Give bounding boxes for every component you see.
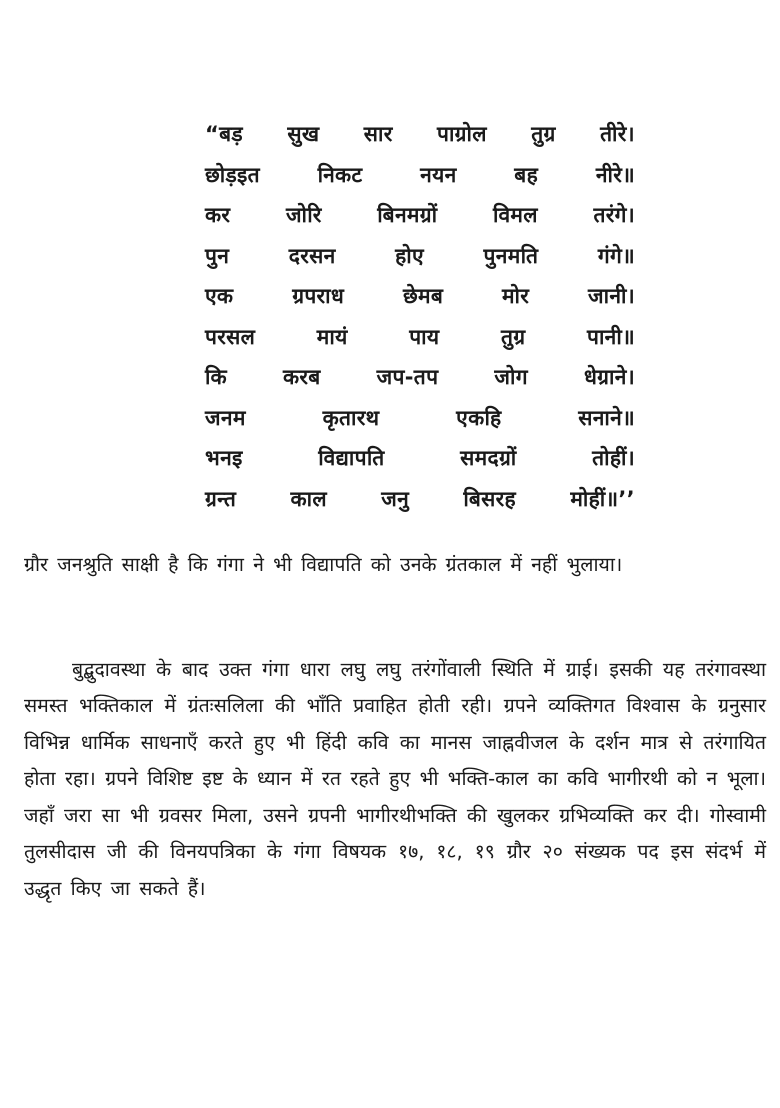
verse-line [205,363,635,404]
verse-word: पुन [205,243,230,268]
verse-line [205,444,635,485]
verse-word: बह [514,162,539,187]
verse-word: गंगे॥ [597,243,635,268]
verse-word: धेग्राने। [583,365,635,389]
verse-word: जनु [381,486,410,511]
verse-word: नयन [420,162,457,187]
verse-word: काल [290,486,327,511]
verse-word: ग्रपराध [292,284,345,308]
verse-word: जनम [205,405,246,430]
verse-word: सनाने॥ [578,405,635,430]
verse-word: नीरे॥ [595,162,635,187]
verse-word: जप-तप [376,365,439,389]
verse-word: मोर [501,284,530,308]
verse-line [205,323,635,364]
verse-word: जोरि [285,203,322,227]
verse-line [205,161,635,202]
verse-word: तोहीं। [592,446,635,470]
verse-word: दरसन [288,243,336,268]
verse-word: मोहीं॥’’ [570,486,635,511]
verse-word: तुग्र [531,122,556,146]
verse-line [205,404,635,445]
verse-word: पुनमति [483,243,539,268]
verse-word: पानी॥ [587,324,635,349]
verse-word: कृतारथ [322,405,380,430]
verse-line [205,485,635,526]
verse-word: छेमब [402,284,444,308]
verse-word: ग्रन्त [205,486,237,511]
verse-word: विमल [493,203,538,227]
verse-word: तरंगे। [593,203,635,227]
verse-word: सुख [287,122,320,146]
verse-word: भनइ [205,446,243,470]
verse-word: एक [205,284,234,308]
verse-word: पाय [409,324,440,349]
verse-line [205,242,635,283]
verse-word: सार [363,122,393,146]
paragraph-bhakti-era: बुद्बुदावस्था के बाद उक्त गंगा धारा लघु लघु तरंगोंवाली स्थिति में ग्राई। इसकी यह तरंगावस्था समस्त भक्तिकाल में ग्रंतःसलिला की भाँति प्रवाहित होती रही। ग्रपने व्यक्तिगत विश्वास के ग्रनुसार विभिन्न धार्मिक साधनाएँ करते हुए भी हिंदी कवि का मानस जाह्नवीजल के दर्शन मात्र से तरंगायित होता रहा। ग्रपने विशिष्ट इष्ट के ध्यान में रत रहते हुए भी भक्ति-काल का कवि भागीरथी को न भूला। जहाँ जरा सा भी ग्रवसर मिला, उसने ग्रपनी भागीरथीभक्ति की खुलकर ग्रभिव्यक्ति कर दी। गोस्वामी तुलसीदास जी की विनयपत्रिका के गंगा विषयक १७, १८, १९ ग्रौर २० संख्यक पद इस संदर्भ में उद्धृत किए जा सकते हैं। [24,657,766,900]
verse-word: “बड़ [205,122,243,146]
verse-word: जोग [494,365,528,389]
verse-word: एकहि [456,405,502,430]
verse-word: विद्यापति [318,446,385,470]
verse-word: कि [205,365,227,389]
verse-word: निकट [317,162,363,187]
verse-word: बिसरह [463,486,516,511]
verse-word: मायं [316,324,348,349]
verse-word: परसल [205,324,256,349]
paragraph-folk-tradition: ग्रौर जनश्रुति साक्षी है कि गंगा ने भी विद्यापति को उनके ग्रंतकाल में नहीं भुलाया। [24,552,623,576]
verse-line [205,120,635,161]
verse-word: करब [282,365,321,389]
verse-word: तुग्र [500,324,526,349]
verse-word: होए [395,243,424,268]
verse-line [205,201,635,242]
verse-word: समदग्रों [460,446,517,470]
verse-line [205,282,635,323]
verse-word: जानी। [588,284,635,308]
verse-word: कर [205,203,231,227]
verse-word: तीरे। [600,122,635,146]
poem-quotation [205,120,635,525]
verse-word: बिनमग्रों [377,203,438,227]
verse-word: पाग्रोल [437,122,487,146]
verse-word: छोड़इत [205,162,260,187]
